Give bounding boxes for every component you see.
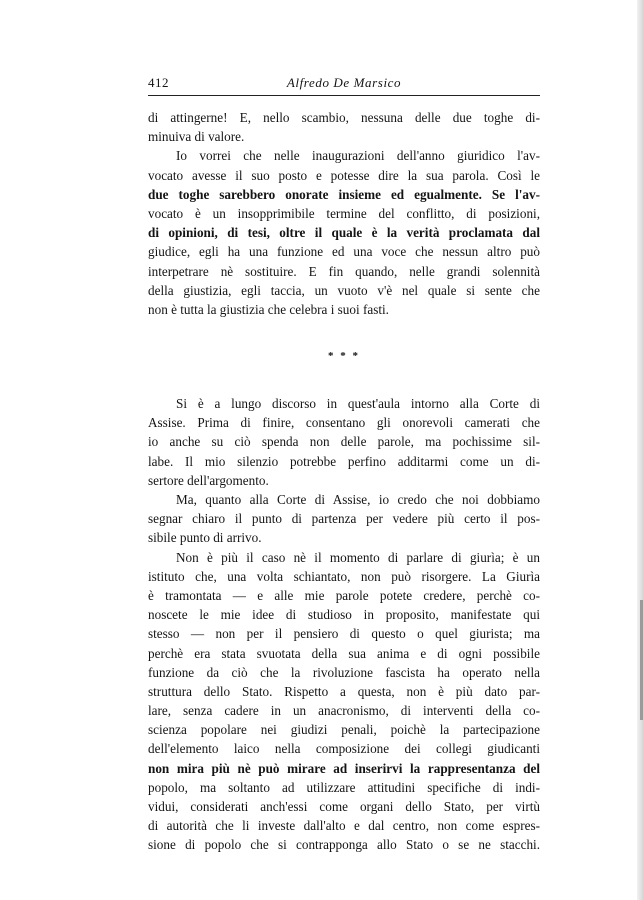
text-line: segnar chiaro il punto di partenza per vedere più certo il pos- — [148, 511, 540, 527]
text-line: non è tutta la giustizia che celebra i suoi fasti. — [148, 301, 389, 317]
section-separator: * * * — [328, 350, 360, 363]
book-page — [148, 72, 540, 855]
text-line: sibile punto di arrivo. — [148, 530, 262, 546]
text-line: due toghe sarebbero onorate insieme ed egualmente. Se l'av- — [148, 186, 540, 202]
text-line: Assise. Prima di finire, consentano gli onorevoli camerati che — [148, 415, 540, 431]
text-line: non mira più nè può mirare ad inserirvi la rappresentanza del — [148, 760, 540, 776]
text-line: labe. Il mio silenzio potrebbe perfino additarmi come un di- — [148, 453, 540, 469]
running-header — [148, 72, 540, 94]
header-rule — [148, 95, 540, 96]
text-line: lare, senza cadere in un anacronismo, di interventi della co- — [148, 703, 540, 719]
text-line: dell'elemento laico nella composizione dei collegi giudicanti — [148, 741, 540, 757]
text-line: interpetrare nè sostituire. E fin quando, nelle grandi solennità — [148, 263, 540, 279]
text-line: di opinioni, di tesi, oltre il quale è la verità proclamata dal — [148, 225, 540, 241]
text-line: scienza popolare nei giudizi penali, poichè la partecipazione — [148, 722, 540, 738]
paragraph-block-2 — [148, 394, 540, 855]
text-line: è tramontata — e alle mie parole potete credere, perchè co- — [148, 587, 540, 603]
page-number: 412 — [148, 75, 169, 90]
text-line: popolo, ma soltanto ad utilizzare attitudini specifiche di indi- — [148, 779, 540, 795]
text-line: vocato è un insopprimibile termine del conflitto, di posizioni, — [148, 205, 540, 221]
text-line: giudice, egli ha una funzione ed una voce che nessun altro può — [148, 244, 540, 260]
text-line: io anche su ciò spenda non delle parole, ma pochissime sil- — [148, 434, 540, 450]
text-line: vidui, considerati anch'essi come organi dello Stato, per virtù — [148, 799, 540, 814]
text-line: Ma, quanto alla Corte di Assise, io credo che noi dobbiamo — [176, 492, 540, 507]
page-edge-shadow — [637, 0, 643, 900]
paragraph-block-1 — [148, 108, 540, 319]
running-title: Alfredo De Marsico — [286, 75, 402, 90]
text-line: di attingerne! E, nello scambio, nessuna delle due toghe di- — [148, 110, 540, 125]
text-line: funzione da ciò che la rivoluzione fascista ha operato nella — [148, 664, 540, 680]
text-line: perchè era stata svuotata della sua anima e di ogni possibile — [148, 645, 540, 661]
text-line: di autorità che li investe dall'alto e dal centro, non come espres- — [148, 818, 540, 834]
text-line: minuiva di valore. — [148, 129, 245, 145]
text-line: sertore dell'argomento. — [148, 472, 269, 488]
text-line: stesso — non per il pensiero di questo o quel giurista; ma — [148, 626, 540, 642]
text-line: struttura dello Stato. Rispetto a questa, non è più dato par- — [148, 683, 540, 699]
text-line: Non è più il caso nè il momento di parlare di giurìa; è un — [176, 549, 540, 565]
text-line: sione di popolo che si contrapponga allo Stato o se ne stacchi. — [148, 837, 540, 853]
text-line: della giustizia, egli taccia, un vuoto v'è nel quale si sente che — [148, 282, 540, 298]
text-line: noscete le mie idee di studioso in proposito, manifestate qui — [148, 607, 540, 623]
text-line: istituto che, una volta schiantato, non può risorgere. La Giurìa — [148, 568, 540, 584]
text-line: vocato avesse il suo posto e potesse dire la sua parola. Così le — [148, 167, 540, 183]
text-line: Si è a lungo discorso in quest'aula intorno alla Corte di — [176, 396, 540, 412]
text-line: Io vorrei che nelle inaugurazioni dell'anno giuridico l'av- — [176, 148, 540, 164]
